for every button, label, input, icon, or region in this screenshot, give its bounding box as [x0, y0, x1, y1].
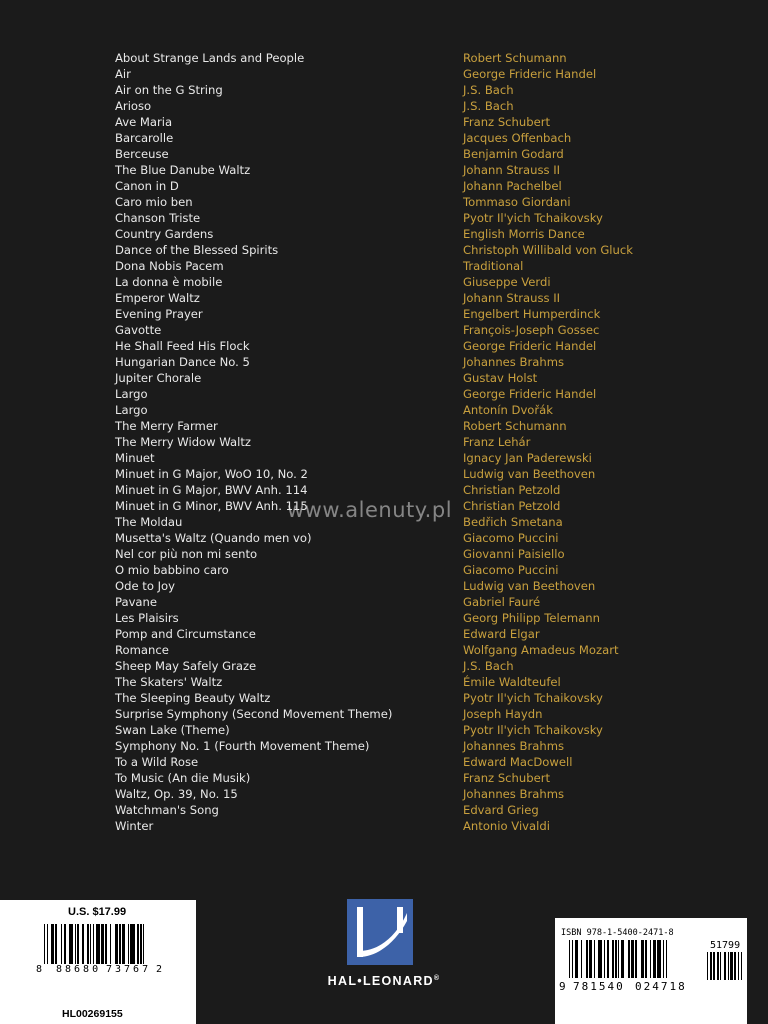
upc-check-digit: 2	[156, 964, 163, 975]
song-row	[0, 802, 768, 818]
price-label: U.S. $17.99	[68, 906, 127, 918]
song-row	[0, 482, 768, 498]
song-title: Romance	[115, 643, 169, 657]
watermark: www.alenuty.pl	[287, 498, 453, 522]
song-title: Pavane	[115, 595, 158, 609]
song-composer: Traditional	[463, 259, 524, 273]
song-title: Minuet in G Minor, BWV Anh. 115	[115, 499, 308, 513]
song-title: To Music (An die Musik)	[115, 771, 251, 785]
song-composer: Johannes Brahms	[463, 739, 565, 753]
song-title: Caro mio ben	[115, 195, 193, 209]
song-row	[0, 162, 768, 178]
song-row	[0, 754, 768, 770]
song-title: Symphony No. 1 (Fourth Movement Theme)	[115, 739, 370, 753]
song-row	[0, 434, 768, 450]
song-title: Air	[115, 67, 131, 81]
sku-number: HL00269155	[62, 1008, 123, 1020]
barcode-bar	[741, 952, 742, 980]
song-row	[0, 562, 768, 578]
song-row	[0, 194, 768, 210]
song-composer: Christian Petzold	[463, 499, 561, 513]
song-list	[0, 50, 768, 834]
song-title: Minuet in G Major, WoO 10, No. 2	[115, 467, 308, 481]
song-composer: Pyotr Il'yich Tchaikovsky	[463, 211, 603, 225]
song-title: Largo	[115, 403, 148, 417]
song-title: The Moldau	[115, 515, 183, 529]
song-row	[0, 130, 768, 146]
ean-right-digits: 024718	[635, 980, 687, 993]
isbn-barcode	[569, 940, 667, 984]
song-title: O mio babbino caro	[115, 563, 229, 577]
song-row	[0, 578, 768, 594]
song-composer: Giacomo Puccini	[463, 563, 559, 577]
song-composer: Émile Waldteufel	[463, 675, 561, 689]
song-row	[0, 242, 768, 258]
song-composer: George Frideric Handel	[463, 387, 597, 401]
song-row	[0, 594, 768, 610]
song-row	[0, 354, 768, 370]
song-title: The Merry Widow Waltz	[115, 435, 251, 449]
song-composer: Christoph Willibald von Gluck	[463, 243, 633, 257]
song-title: Jupiter Chorale	[115, 371, 202, 385]
song-composer: Christian Petzold	[463, 483, 561, 497]
song-title: Ave Maria	[115, 115, 173, 129]
song-title: Les Plaisirs	[115, 611, 179, 625]
song-title: Emperor Waltz	[115, 291, 200, 305]
song-composer: Robert Schumann	[463, 51, 567, 65]
song-title: Country Gardens	[115, 227, 214, 241]
song-title: Canon in D	[115, 179, 179, 193]
song-row	[0, 610, 768, 626]
isbn-box	[555, 918, 747, 1024]
song-title: Evening Prayer	[115, 307, 203, 321]
song-title: Chanson Triste	[115, 211, 201, 225]
song-title: Musetta's Waltz (Quando men vo)	[115, 531, 312, 545]
song-composer: George Frideric Handel	[463, 339, 597, 353]
ean-first-digit: 9	[559, 980, 566, 993]
song-composer: George Frideric Handel	[463, 67, 597, 81]
upc-first-digit: 8	[36, 964, 43, 975]
song-row	[0, 114, 768, 130]
song-composer: Johannes Brahms	[463, 787, 565, 801]
song-row	[0, 290, 768, 306]
song-title: Watchman's Song	[115, 803, 219, 817]
song-composer: Franz Schubert	[463, 115, 551, 129]
song-composer: Ludwig van Beethoven	[463, 579, 596, 593]
song-row	[0, 98, 768, 114]
song-row	[0, 658, 768, 674]
song-composer: Edward MacDowell	[463, 755, 573, 769]
song-title: Hungarian Dance No. 5	[115, 355, 250, 369]
upc-left-digits: 88680	[56, 964, 102, 975]
publisher-text: HAL•LEONARD	[327, 974, 434, 988]
hal-leonard-logo-icon	[347, 899, 413, 965]
song-composer: Robert Schumann	[463, 419, 567, 433]
song-title: To a Wild Rose	[115, 755, 199, 769]
song-row	[0, 546, 768, 562]
song-composer: Johannes Brahms	[463, 355, 565, 369]
song-row	[0, 818, 768, 834]
song-row	[0, 402, 768, 418]
song-composer: Giuseppe Verdi	[463, 275, 551, 289]
publisher-name	[308, 974, 460, 988]
song-composer: Antonio Vivaldi	[463, 819, 550, 833]
song-composer: English Morris Dance	[463, 227, 585, 241]
price-sticker	[0, 900, 196, 1024]
song-title: Surprise Symphony (Second Movement Theme)	[115, 707, 393, 721]
upc-right-digits: 73767	[106, 964, 152, 975]
song-title: Berceuse	[115, 147, 169, 161]
song-title: Winter	[115, 819, 154, 833]
song-composer: Giovanni Paisiello	[463, 547, 565, 561]
song-row	[0, 66, 768, 82]
song-composer: Gustav Holst	[463, 371, 538, 385]
song-row	[0, 178, 768, 194]
song-title: Sheep May Safely Graze	[115, 659, 257, 673]
song-composer: Pyotr Il'yich Tchaikovsky	[463, 723, 603, 737]
barcode-bar	[143, 924, 144, 964]
ean-left-digits: 781540	[573, 980, 625, 993]
song-composer: Johann Strauss II	[463, 163, 561, 177]
song-composer: Georg Philipp Telemann	[463, 611, 600, 625]
song-composer: Johann Strauss II	[463, 291, 561, 305]
song-row	[0, 258, 768, 274]
song-composer: Tommaso Giordani	[463, 195, 571, 209]
song-title: Arioso	[115, 99, 152, 113]
song-row	[0, 82, 768, 98]
song-composer: François-Joseph Gossec	[463, 323, 600, 337]
song-title: The Merry Farmer	[115, 419, 218, 433]
song-title: He Shall Feed His Flock	[115, 339, 250, 353]
song-composer: Wolfgang Amadeus Mozart	[463, 643, 619, 657]
song-composer: Benjamin Godard	[463, 147, 564, 161]
song-title: Gavotte	[115, 323, 162, 337]
song-composer: Gabriel Fauré	[463, 595, 541, 609]
song-row	[0, 274, 768, 290]
song-row	[0, 370, 768, 386]
song-title: The Sleeping Beauty Waltz	[115, 691, 271, 705]
song-title: Air on the G String	[115, 83, 223, 97]
song-composer: Johann Pachelbel	[463, 179, 562, 193]
song-title: Swan Lake (Theme)	[115, 723, 230, 737]
song-composer: Edvard Grieg	[463, 803, 539, 817]
song-title: Pomp and Circumstance	[115, 627, 256, 641]
song-composer: Edward Elgar	[463, 627, 540, 641]
registered-mark: ®	[433, 974, 441, 982]
song-row	[0, 530, 768, 546]
song-row	[0, 322, 768, 338]
song-row	[0, 642, 768, 658]
song-title: Dona Nobis Pacem	[115, 259, 224, 273]
isbn-label: ISBN 978-1-5400-2471-8	[561, 928, 674, 938]
song-title: Ode to Joy	[115, 579, 176, 593]
song-composer: Joseph Haydn	[463, 707, 543, 721]
song-title: Nel cor più non mi sento	[115, 547, 258, 561]
song-row	[0, 738, 768, 754]
song-composer: J.S. Bach	[463, 659, 514, 673]
song-row	[0, 338, 768, 354]
song-row	[0, 770, 768, 786]
song-composer: Jacques Offenbach	[463, 131, 572, 145]
song-composer: Ignacy Jan Paderewski	[463, 451, 592, 465]
song-title: Largo	[115, 387, 148, 401]
song-title: The Skaters' Waltz	[115, 675, 223, 689]
song-row	[0, 674, 768, 690]
song-composer: Pyotr Il'yich Tchaikovsky	[463, 691, 603, 705]
barcode-bar	[666, 940, 667, 978]
song-row	[0, 386, 768, 402]
song-row	[0, 210, 768, 226]
song-title: La donna è mobile	[115, 275, 223, 289]
song-title: The Blue Danube Waltz	[115, 163, 251, 177]
song-row	[0, 722, 768, 738]
song-composer: Ludwig van Beethoven	[463, 467, 596, 481]
song-title: Minuet in G Major, BWV Anh. 114	[115, 483, 308, 497]
song-composer: Franz Lehár	[463, 435, 531, 449]
song-composer: J.S. Bach	[463, 83, 514, 97]
song-title: Minuet	[115, 451, 155, 465]
song-row	[0, 418, 768, 434]
song-composer: Engelbert Humperdinck	[463, 307, 601, 321]
song-title: Dance of the Blessed Spirits	[115, 243, 279, 257]
song-composer: Franz Schubert	[463, 771, 551, 785]
song-row	[0, 306, 768, 322]
song-composer: Giacomo Puccini	[463, 531, 559, 545]
song-row	[0, 690, 768, 706]
addon-barcode	[707, 952, 742, 986]
song-row	[0, 706, 768, 722]
song-row	[0, 226, 768, 242]
song-row	[0, 466, 768, 482]
addon-digits: 51799	[710, 940, 741, 951]
song-row	[0, 50, 768, 66]
song-row	[0, 450, 768, 466]
song-title: Waltz, Op. 39, No. 15	[115, 787, 238, 801]
song-row	[0, 786, 768, 802]
song-row	[0, 146, 768, 162]
song-title: About Strange Lands and People	[115, 51, 305, 65]
song-row	[0, 626, 768, 642]
song-composer: Antonín Dvořák	[463, 403, 553, 417]
song-composer: Bedřich Smetana	[463, 515, 563, 529]
song-composer: J.S. Bach	[463, 99, 514, 113]
song-title: Barcarolle	[115, 131, 174, 145]
